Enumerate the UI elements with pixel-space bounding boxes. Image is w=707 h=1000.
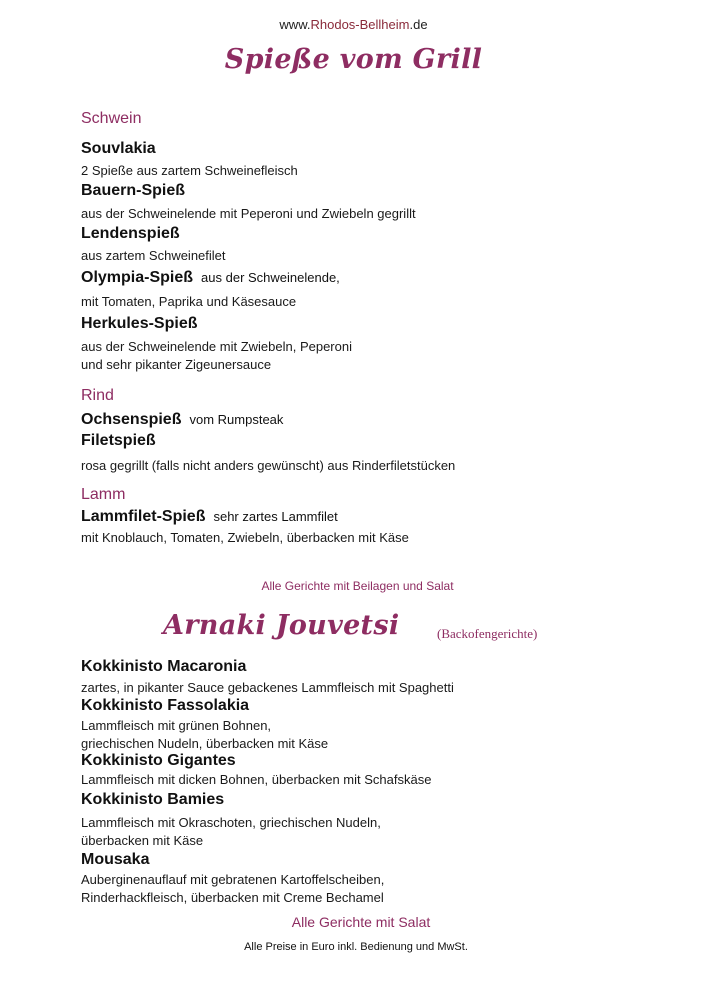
oven-note: Alle Gerichte mit Salat xyxy=(291,914,431,930)
dish-name: Olympia-Spieß xyxy=(81,269,194,286)
dish-desc: 2 Spieße aus zartem Schweinefleisch xyxy=(81,163,298,178)
oven-section-subtitle: (Backofengerichte) xyxy=(437,626,538,641)
dish-inline-desc: sehr zartes Lammfilet xyxy=(213,509,338,524)
dish-name: Kokkinisto Gigantes xyxy=(81,752,236,769)
dish-desc: rosa gegrillt (falls nicht anders gewünscht) aus Rinderfiletstücken xyxy=(81,458,456,473)
grill-section-title: Spieße vom Grill xyxy=(224,44,483,75)
oven-section-title: Arnaki Jouvetsi xyxy=(163,610,400,641)
dish-desc: Lammfleisch mit grünen Bohnen, xyxy=(81,718,272,733)
category-lamm: Lamm xyxy=(81,486,126,503)
grill-note: Alle Gerichte mit Beilagen und Salat xyxy=(261,579,454,593)
dish-desc: und sehr pikanter Zigeunersauce xyxy=(81,357,272,372)
dish-name: Kokkinisto Macaronia xyxy=(81,658,247,675)
dish-name: Filetspieß xyxy=(81,432,156,449)
dish-name: Mousaka xyxy=(81,851,150,868)
url-brand: Rhodos-Bellheim xyxy=(310,17,410,32)
category-schwein: Schwein xyxy=(81,110,142,127)
dish-name: Herkules-Spieß xyxy=(81,315,198,332)
dish-name: Lammfilet-Spieß xyxy=(81,508,206,525)
dish-row xyxy=(81,411,283,429)
dish-name: Bauern-Spieß xyxy=(81,182,186,199)
dish-desc: griechischen Nudeln, überbacken mit Käse xyxy=(81,736,329,751)
url-suffix: .de xyxy=(409,17,428,32)
dish-desc: aus zartem Schweinefilet xyxy=(81,248,226,263)
dish-desc: Lammfleisch mit dicken Bohnen, überbacken mit Schafskäse xyxy=(81,772,432,787)
dish-inline-desc: vom Rumpsteak xyxy=(189,412,284,427)
dish-name: Lendenspieß xyxy=(81,225,180,242)
url-prefix: www. xyxy=(279,17,311,32)
dish-desc: aus der Schweinelende mit Zwiebeln, Peperoni xyxy=(81,339,352,354)
price-footer: Alle Preise in Euro inkl. Bedienung und MwSt. xyxy=(244,941,468,953)
dish-inline-desc: aus der Schweinelende, xyxy=(201,270,340,285)
dish-desc: mit Tomaten, Paprika und Käsesauce xyxy=(81,294,297,309)
dish-desc: Lammfleisch mit Okraschoten, griechischen Nudeln, xyxy=(81,815,381,830)
dish-desc: Auberginenauflauf mit gebratenen Kartoffelscheiben, xyxy=(81,872,385,887)
dish-name: Kokkinisto Bamies xyxy=(81,791,225,808)
dish-name: Ochsenspieß xyxy=(81,411,182,428)
website-url[interactable] xyxy=(0,17,707,32)
dish-desc: zartes, in pikanter Sauce gebackenes Lammfleisch mit Spaghetti xyxy=(81,680,454,695)
dish-desc: überbacken mit Käse xyxy=(81,833,204,848)
category-rind: Rind xyxy=(81,387,114,404)
dish-desc: Rinderhackfleisch, überbacken mit Creme Bechamel xyxy=(81,890,384,905)
dish-name: Kokkinisto Fassolakia xyxy=(81,697,250,714)
dish-name: Souvlakia xyxy=(81,140,156,157)
dish-desc: aus der Schweinelende mit Peperoni und Zwiebeln gegrillt xyxy=(81,206,416,221)
dish-row xyxy=(81,269,340,287)
dish-desc: mit Knoblauch, Tomaten, Zwiebeln, überbacken mit Käse xyxy=(81,530,409,545)
dish-row xyxy=(81,508,338,526)
